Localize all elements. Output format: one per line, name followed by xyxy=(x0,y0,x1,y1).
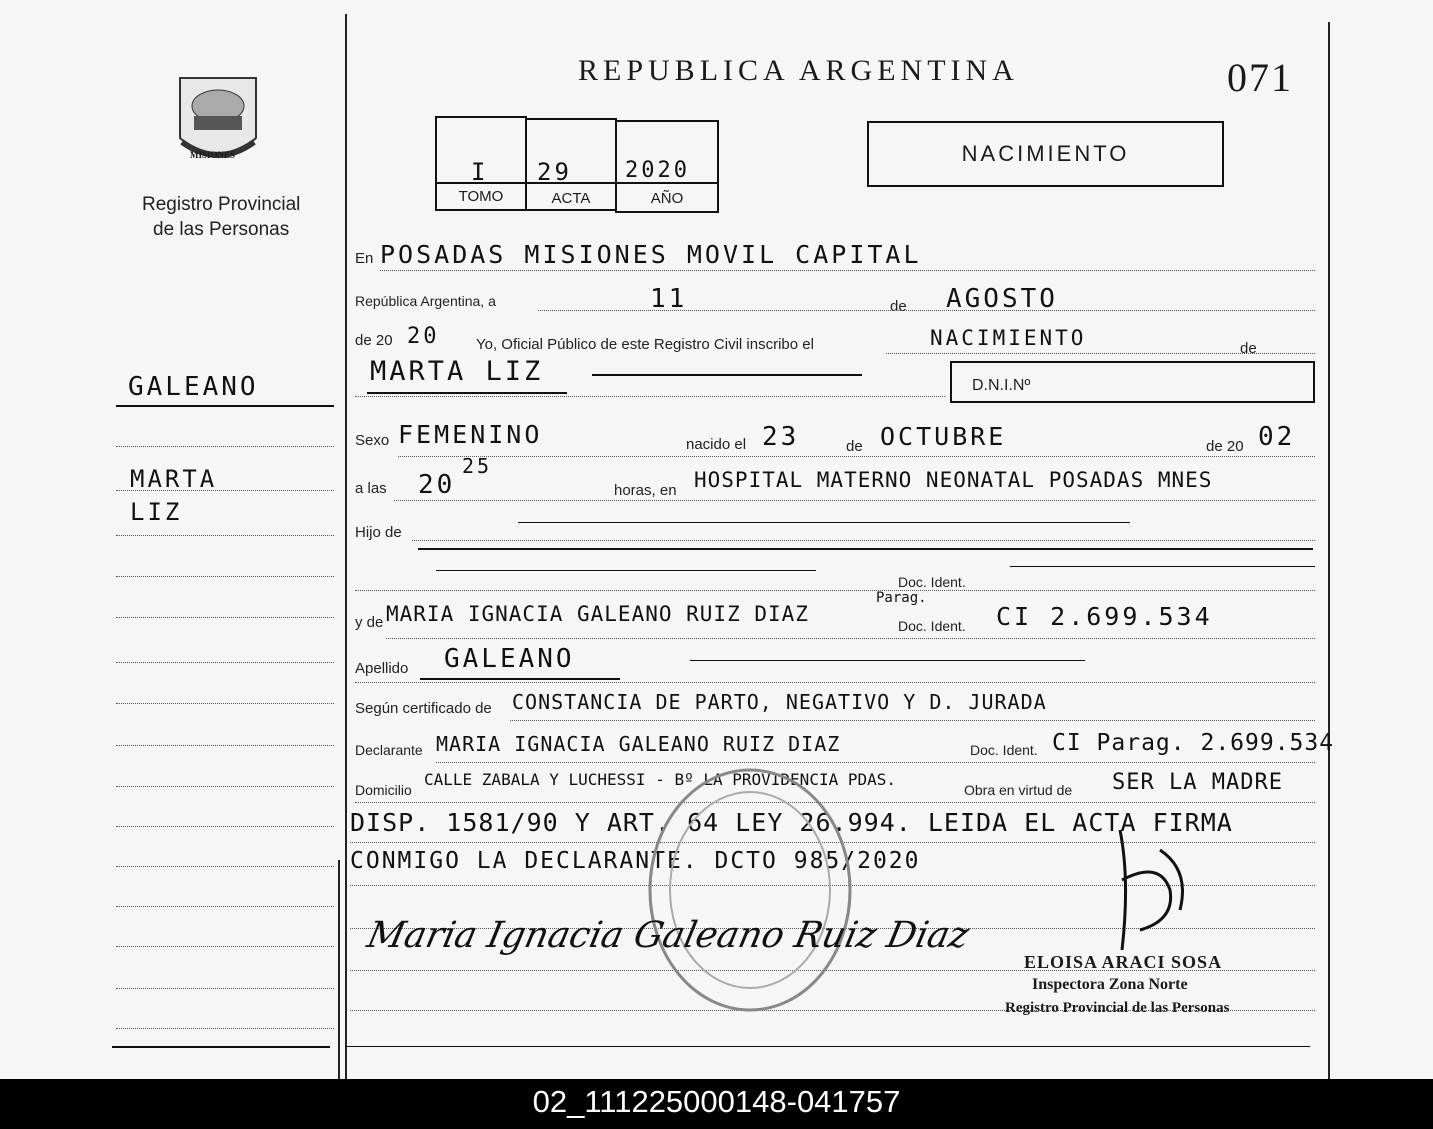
birth-minutes: 25 xyxy=(462,454,493,478)
mother-name: MARIA IGNACIA GALEANO RUIZ DIAZ xyxy=(386,602,809,626)
folio-number: 071 xyxy=(1227,55,1293,100)
sex-value: FEMENINO xyxy=(398,420,543,449)
fill-line xyxy=(1010,566,1315,567)
anio-value: 2020 xyxy=(625,158,690,183)
doc-ident-label-3: Doc. Ident. xyxy=(970,742,1038,758)
index-line xyxy=(116,617,334,618)
year-prefix: de 20 xyxy=(355,332,393,349)
horas-label: horas, en xyxy=(614,482,677,499)
official-stamp-icon xyxy=(640,760,860,1020)
officer-signature-icon xyxy=(1100,820,1200,960)
fill-line xyxy=(690,660,1085,661)
declarante-doc: CI Parag. 2.699.534 xyxy=(1052,730,1335,756)
declarante-label: Declarante xyxy=(355,742,423,758)
index-line xyxy=(116,490,334,491)
name-underline xyxy=(367,392,567,394)
registration-month: AGOSTO xyxy=(946,284,1058,314)
index-line xyxy=(116,826,334,827)
index-line xyxy=(116,988,334,989)
registration-year: 20 xyxy=(407,324,440,349)
fill-line xyxy=(518,522,1130,523)
index-line xyxy=(116,662,334,663)
declarante-value: MARIA IGNACIA GALEANO RUIZ DIAZ xyxy=(436,732,841,756)
doc-type-mark: Parag. xyxy=(876,590,927,606)
domicilio-label: Domicilio xyxy=(355,782,412,798)
doc-ident-label-2: Doc. Ident. xyxy=(898,618,966,634)
index-given-name-1: MARTA xyxy=(130,465,218,493)
cell-divider xyxy=(527,182,615,184)
oficial-text: Yo, Oficial Público de este Registro Civil inscribo el xyxy=(476,336,814,353)
yde-label: y de xyxy=(355,614,384,631)
note-line-1: DISP. 1581/90 Y ART. 64 LEY 26.994. LEIDA EL ACTA FIRMA xyxy=(350,808,1233,837)
acta-label: ACTA xyxy=(551,190,591,207)
alas-label: a las xyxy=(355,480,387,497)
en-label: En xyxy=(355,250,374,267)
line xyxy=(386,638,1315,639)
index-surname: GALEANO xyxy=(128,372,259,402)
line xyxy=(355,590,1315,591)
cell-divider xyxy=(437,182,525,184)
de-label: de xyxy=(890,298,907,315)
registration-day: 11 xyxy=(650,284,688,314)
fill-line xyxy=(418,548,1313,550)
fill-line xyxy=(436,570,816,571)
de-label-2: de xyxy=(1240,340,1257,357)
certificate-value: CONSTANCIA DE PARTO, NEGATIVO Y D. JURADA xyxy=(512,690,1047,714)
index-line xyxy=(116,703,334,704)
apellido-label: Apellido xyxy=(355,660,409,677)
anio-cell xyxy=(615,120,719,213)
line xyxy=(510,720,1315,721)
index-given-name-2: LIZ xyxy=(130,498,183,526)
left-border xyxy=(345,14,347,1079)
de-label-3: de xyxy=(846,438,863,455)
declarant-signature: Maria Ignacia Galeano Ruiz Diaz xyxy=(363,915,973,956)
line xyxy=(355,396,945,397)
segun-label: Según certificado de xyxy=(355,700,492,717)
surname-underline xyxy=(116,405,334,407)
tomo-label: TOMO xyxy=(458,188,504,205)
birth-year: 02 xyxy=(1258,422,1296,452)
line xyxy=(436,762,1315,763)
mother-doc: CI 2.699.534 xyxy=(996,602,1213,631)
index-bottom-line xyxy=(112,1046,330,1048)
tomo-cell xyxy=(435,116,527,211)
obra-label: Obra en virtud de xyxy=(964,782,1073,798)
sexo-label: Sexo xyxy=(355,432,390,449)
note-line-2: CONMIGO LA DECLARANTE. DCTO 985/2020 xyxy=(350,848,921,874)
doc-ident-label-1: Doc. Ident. xyxy=(898,574,966,590)
right-border xyxy=(1328,22,1330,1079)
line xyxy=(412,540,1315,541)
index-line xyxy=(116,946,334,947)
index-line xyxy=(116,446,334,447)
officer-stamp-org: Registro Provincial de las Personas xyxy=(1005,1000,1230,1016)
domicilio-value: CALLE ZABALA Y LUCHESSI - Bº LA PROVIDENCIA PDAS. xyxy=(424,770,897,789)
record-type: NACIMIENTO xyxy=(961,141,1130,166)
seal-text: MISIONES xyxy=(190,150,236,160)
hijo-label: Hijo de xyxy=(355,524,402,541)
obra-value: SER LA MADRE xyxy=(1112,770,1283,795)
registry-name-line1: Registro Provincial xyxy=(142,194,301,215)
acta-cell xyxy=(525,118,617,211)
dni-label: D.N.I.Nº xyxy=(972,377,1031,394)
outer-left-edge xyxy=(338,860,340,1079)
apellido-value: GALEANO xyxy=(444,644,575,674)
country-title: REPUBLICA ARGENTINA xyxy=(578,54,1019,87)
anio-label: AÑO xyxy=(650,190,684,207)
full-name: MARTA LIZ xyxy=(370,356,544,387)
birth-hour: 20 xyxy=(418,470,456,500)
line xyxy=(538,310,1315,311)
image-id-footer: 02_111225000148-041757 xyxy=(0,1079,1433,1129)
nacido-label: nacido el xyxy=(686,436,747,453)
registry-name-line2: de las Personas xyxy=(153,219,290,240)
index-line xyxy=(116,906,334,907)
index-line xyxy=(116,745,334,746)
acta-value: 29 xyxy=(537,158,572,186)
birth-day: 23 xyxy=(762,422,800,452)
place-value: POSADAS MISIONES MOVIL CAPITAL xyxy=(380,240,922,269)
name-fill-line xyxy=(592,374,862,376)
event-value: NACIMIENTO xyxy=(930,326,1087,350)
index-line xyxy=(116,866,334,867)
bottom-line xyxy=(345,1046,1310,1047)
index-line xyxy=(116,535,334,536)
birth-place: HOSPITAL MATERNO NEONATAL POSADAS MNES xyxy=(694,468,1213,492)
tomo-value: I xyxy=(471,158,489,186)
dni-box xyxy=(950,361,1315,403)
line xyxy=(886,353,1315,354)
index-line xyxy=(116,786,334,787)
birth-year-prefix: de 20 xyxy=(1206,438,1244,455)
birth-month: OCTUBRE xyxy=(880,422,1007,451)
cell-divider xyxy=(617,182,717,184)
record-type-box xyxy=(867,121,1224,187)
line xyxy=(355,682,1315,683)
officer-stamp-name: ELOISA ARACI SOSA xyxy=(1024,952,1223,972)
index-line xyxy=(116,1028,334,1029)
officer-stamp-title: Inspectora Zona Norte xyxy=(1032,976,1188,993)
apellido-underline xyxy=(420,678,620,680)
republica-label: República Argentina, a xyxy=(355,293,496,309)
line xyxy=(398,456,1315,457)
line xyxy=(394,500,1315,501)
index-line xyxy=(116,576,334,577)
line xyxy=(380,270,1315,271)
